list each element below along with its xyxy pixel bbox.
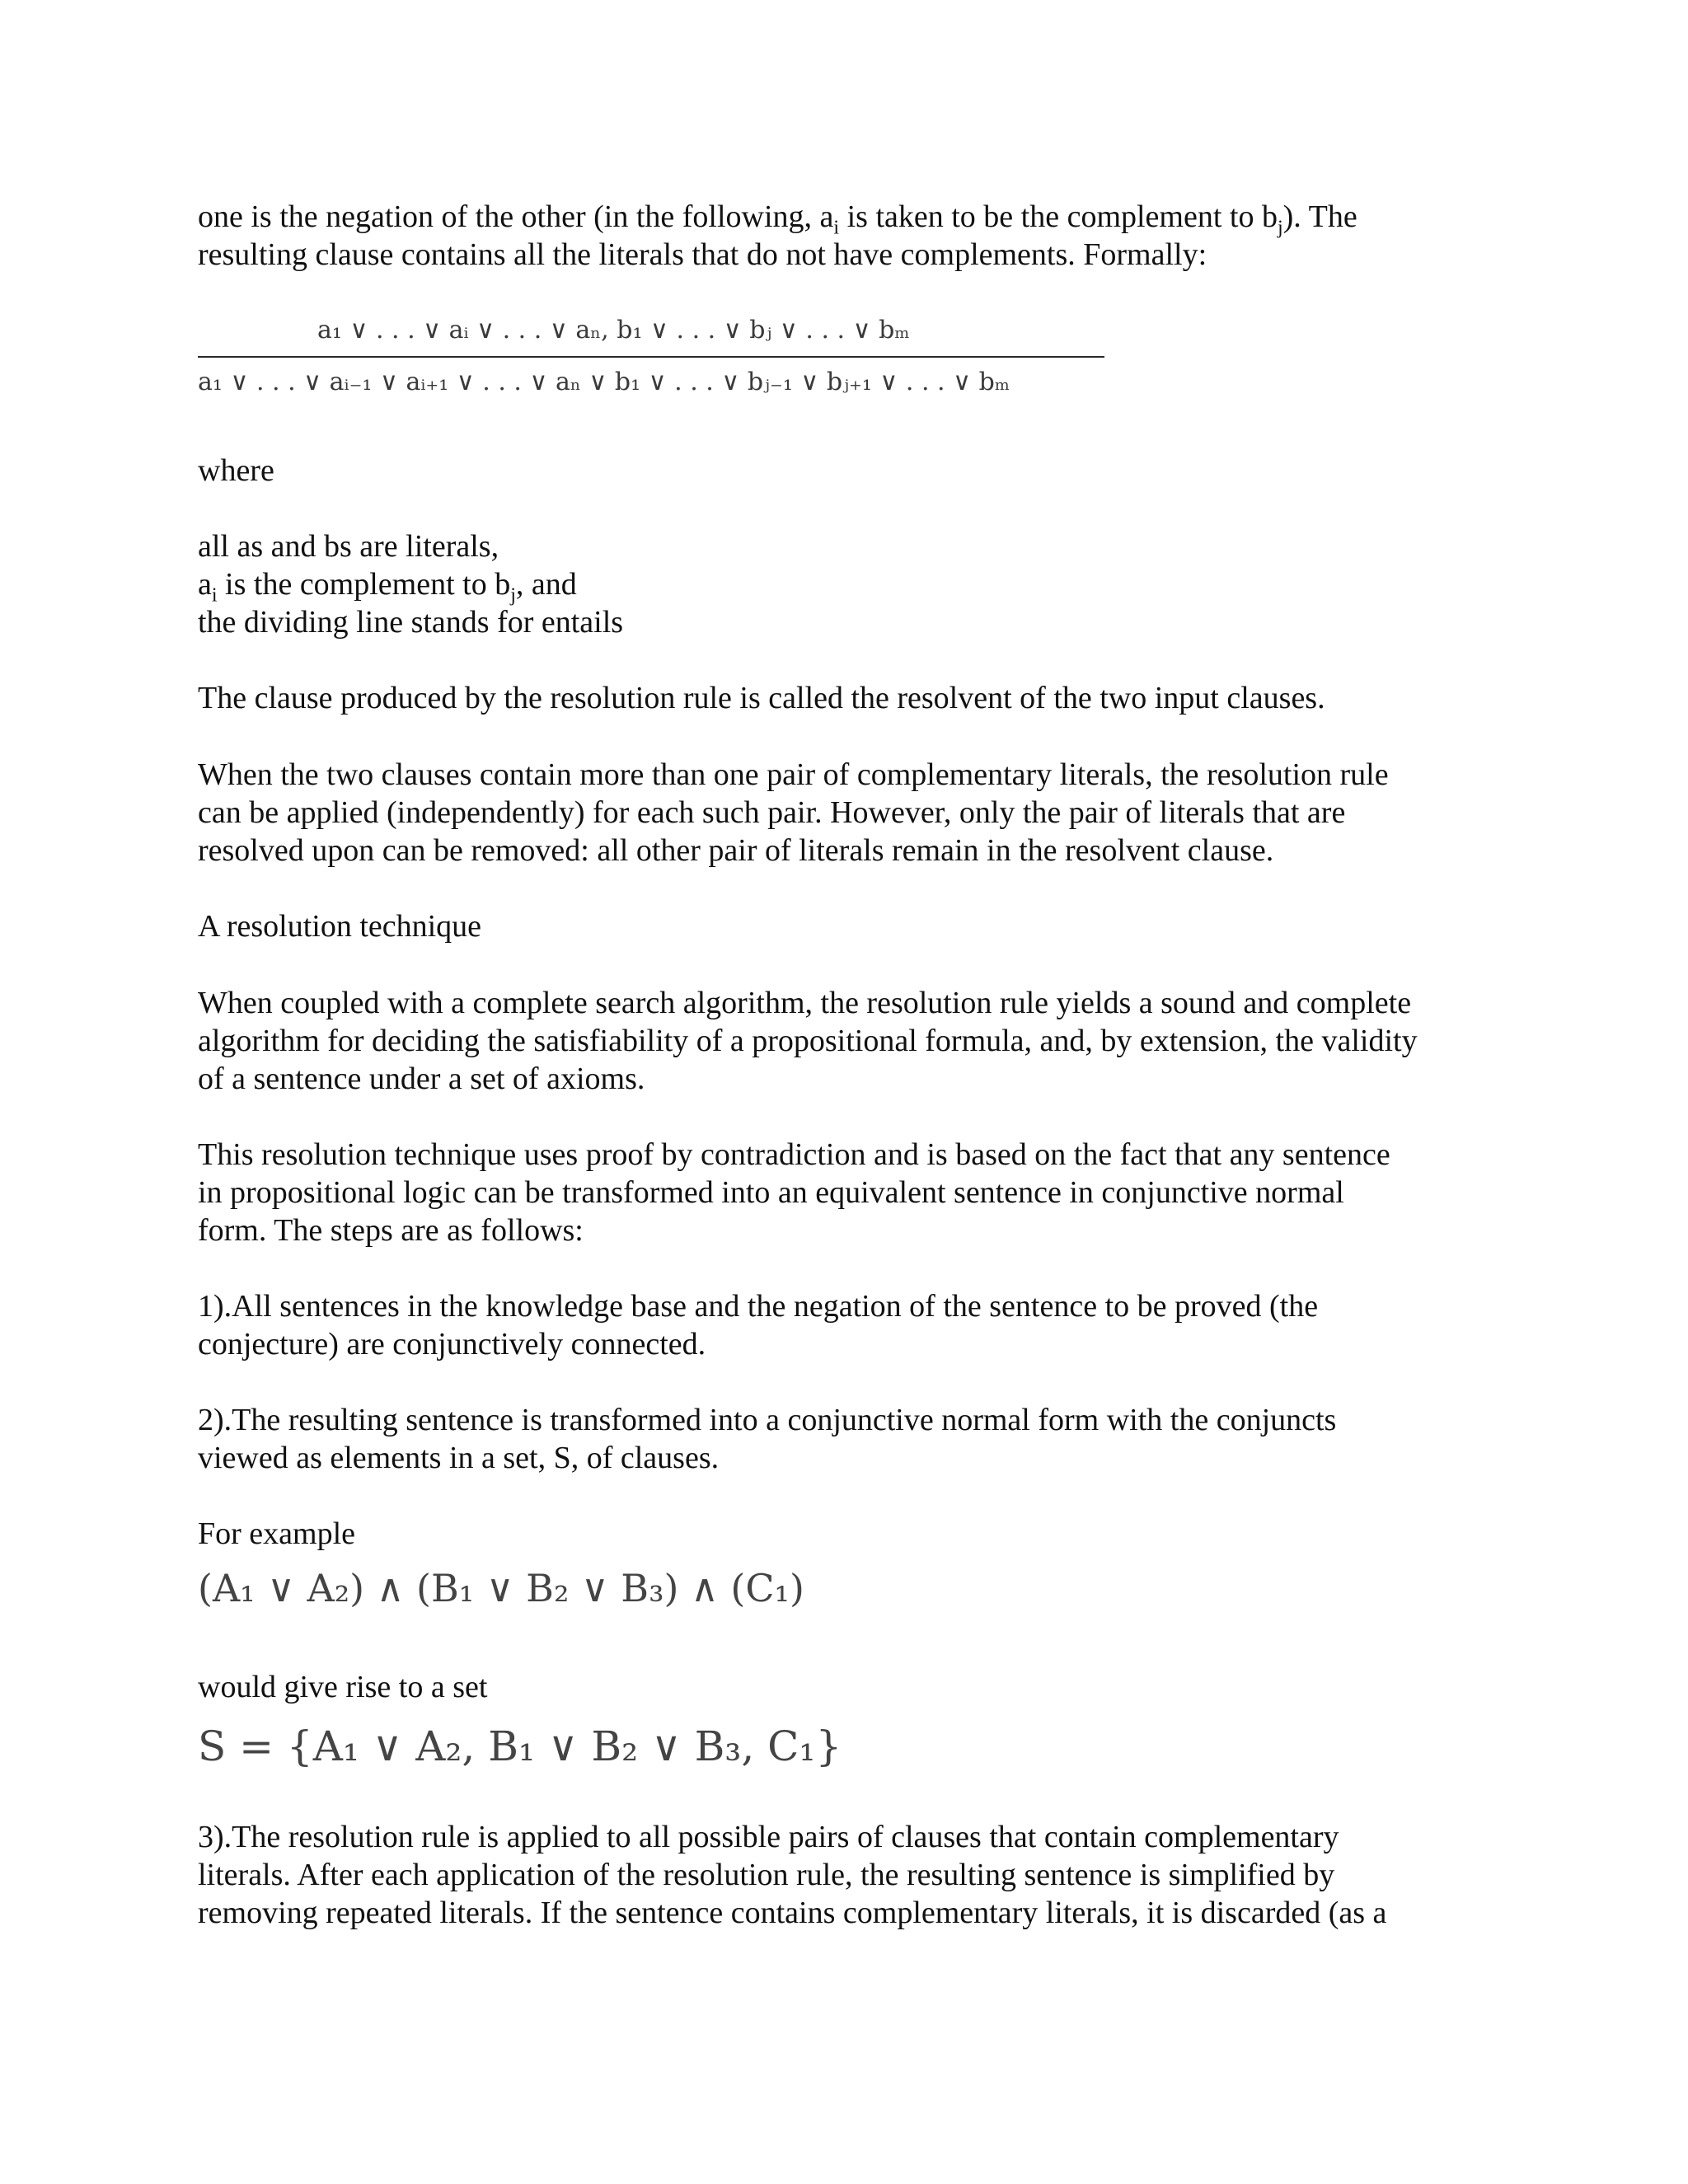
step-1: 1).All sentences in the knowledge base and the negation of the sentence to be proved (the conjecture) are conjunctively connected. — [198, 1289, 1319, 1361]
for-example-label: For example — [198, 1516, 356, 1551]
intro-line-2: resulting clause contains all the literals that do not have complements. Formally: — [198, 237, 1207, 272]
condition-1: all as and bs are literals, — [198, 529, 499, 564]
set-formula: S = {A₁ ∨ A₂, B₁ ∨ B₂ ∨ B₃, C₁} — [198, 1722, 842, 1770]
intro-line-1: one is the negation of the other (in the following, $a_i$ is taken to be the complement to $b_j$). The — [198, 199, 1357, 239]
pairs-paragraph: When the two clauses contain more than one pair of complementary literals, the resolution rule can be applied (independently) for each such pair. However, only the pair of literals that are resolved upon can be removed: all other pair of literals remain in the resolvent clause. — [198, 757, 1389, 868]
resolution-rule-premises: a₁ ∨ . . . ∨ aᵢ ∨ . . . ∨ aₙ, b₁ ∨ . . . ∨ bⱼ ∨ . . . ∨ bₘ — [317, 316, 910, 344]
would-give-label: would give rise to a set — [198, 1670, 488, 1704]
contradiction-paragraph: This resolution technique uses proof by contradiction and is based on the fact that any sentence in propositional logic can be transformed into an equivalent sentence in conjunctive normal form. The steps are as follows: — [198, 1137, 1390, 1248]
rule-dividing-line — [198, 356, 1104, 358]
condition-3: the dividing line stands for entails — [198, 605, 624, 640]
step-3: 3).The resolution rule is applied to all possible pairs of clauses that contain complementary literals. After each application of the resolution rule, the resulting sentence is simplified by removing repeated literals. If the sentence contains complementary literals, it is discarded (as a — [198, 1820, 1387, 1930]
search-paragraph: When coupled with a complete search algorithm, the resolution rule yields a sound and complete algorithm for deciding the satisfiability of a propositional formula, and, by extension, the validity of a sentence under a set of axioms. — [198, 986, 1418, 1096]
resolution-rule-conclusion: a₁ ∨ . . . ∨ aᵢ₋₁ ∨ aᵢ₊₁ ∨ . . . ∨ aₙ ∨ b₁ ∨ . . . ∨ bⱼ₋₁ ∨ bⱼ₊₁ ∨ . . . ∨ bₘ — [198, 368, 1010, 396]
resolvent-paragraph: The clause produced by the resolution rule is called the resolvent of the two input clauses. — [198, 681, 1325, 715]
intro-paragraph — [198, 198, 1533, 274]
section-heading-technique: A resolution technique — [198, 909, 482, 944]
step-2: 2).The resulting sentence is transformed into a conjunctive normal form with the conjuncts viewed as elements in a set, S, of clauses. — [198, 1403, 1337, 1475]
conditions-list — [198, 527, 1533, 641]
condition-2: $a_i$ is the complement to $b_j$, and — [198, 567, 577, 607]
example-formula: (A₁ ∨ A₂) ∧ (B₁ ∨ B₂ ∨ B₃) ∧ (C₁) — [198, 1566, 804, 1610]
where-label: where — [198, 453, 274, 488]
